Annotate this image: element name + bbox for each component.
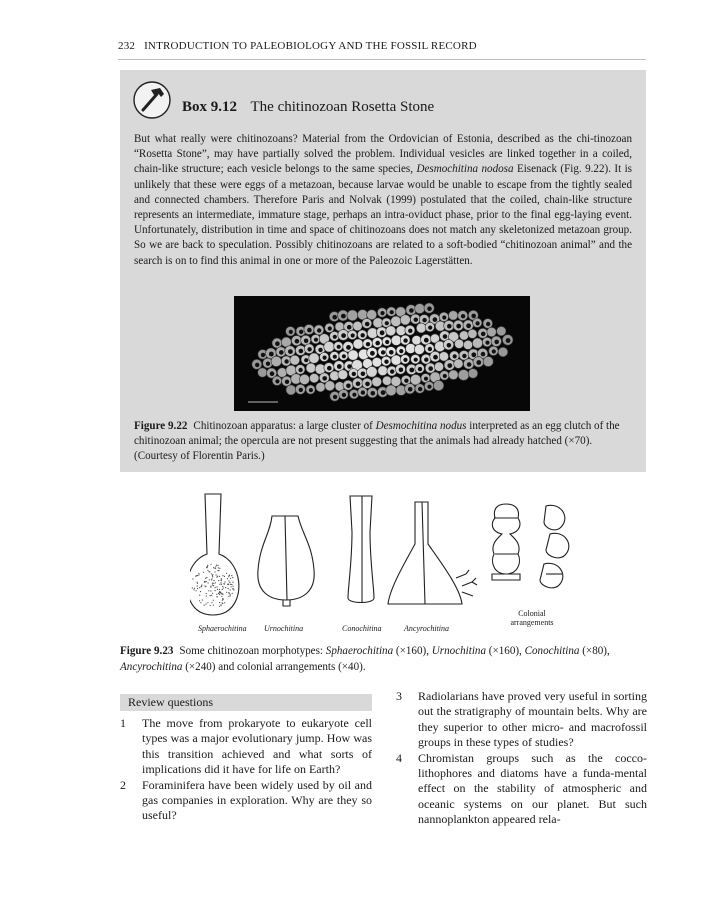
colonial-arrangements-drawing — [492, 504, 569, 588]
box-9-12 — [120, 70, 646, 472]
question-text: Foraminifera have been widely used by oil and gas companies in exploration. Why are they so useful? — [142, 777, 372, 823]
box-number: Box 9.12 — [182, 99, 238, 115]
hammer-icon — [132, 80, 172, 120]
label-ancyrochitina: Ancyrochitina — [404, 624, 450, 633]
question-number: 3 — [396, 689, 402, 703]
label-conochitina: Conochitina — [342, 624, 382, 633]
caption-taxon: Conochitina — [524, 645, 580, 657]
figure-label: Figure 9.22 — [134, 420, 188, 432]
caption-taxon: Urnochitina — [431, 645, 486, 657]
review-question — [120, 716, 372, 778]
question-number: 4 — [396, 750, 402, 765]
running-head — [118, 40, 646, 60]
review-question — [396, 751, 647, 828]
caption-species: Desmochitina nodus — [375, 420, 467, 432]
label-sphaerochitina: Sphaerochitina — [198, 624, 247, 633]
species-name: Desmochitina nodosa — [416, 163, 514, 176]
label-colonial — [502, 609, 562, 627]
caption-taxon: Ancyrochitina — [120, 661, 183, 673]
review-questions-left — [120, 716, 372, 824]
caption-part: (×80), — [579, 645, 610, 657]
review-questions-right — [396, 689, 647, 828]
conochitina-drawing — [348, 496, 374, 603]
caption-part: Chitinozoan apparatus: a large cluster of — [193, 420, 376, 432]
question-text: Radiolarians have proved very useful in sorting out the stratigraphy of mountain belts. Why are they superior to other micro- and macrofossil groups in these types of studies? — [418, 689, 647, 750]
label-colonial-line1: Colonial — [518, 609, 546, 618]
caption-part: Some chitinozoan morphotypes: — [179, 645, 326, 657]
box-text-part: Eisenack (Fig. 9.22). It is unlikely that these were eggs of a metazoan, because larvae would be unable to escape from the tightly sealed and connected chambers. Therefore Paris and Nolvak (1999) postulated that the coiled, chain-like structure represents an intermediate, immature stage, perhaps an intra-oviduct phase, prior to the final egg-laying event. Unfortunately, distribution in time and space of chitinozoans does not match any skeletonized metazoan group. So we are back to speculation. Possibly chitinozoans are related to a soft-bodied “chitinozoan animal” and the search is on to find this animal in one or more of the Paleozoic Lagerstätten. — [134, 163, 632, 267]
caption-part: (×240) and colonial arrangements (×40). — [182, 661, 366, 673]
box-text-part: But what really were chitinozoans? Material from the Ordovician of Estonia, described as the chi-tinozoan “Rosetta Stone”, may have partially solved the problem. Individual vesicles are linked together in a coiled, chain-like structure; each vesicle belongs to the same species, — [134, 133, 632, 176]
question-text: The move from prokaryote to eukaryote cell types was a major evolutionary jump. How was this transition achieved and what sorts of implications did it have for life on Earth? — [142, 716, 372, 777]
urnochitina-drawing — [258, 516, 314, 606]
box-title-text: The chitinozoan Rosetta Stone — [250, 99, 435, 115]
figure-label: Figure 9.23 — [120, 645, 174, 657]
micrograph-desmochitina-cluster — [234, 296, 530, 411]
review-question — [396, 689, 647, 751]
figure-9-22-caption — [134, 419, 632, 465]
box-header — [132, 80, 632, 120]
question-number: 1 — [120, 716, 126, 730]
running-head-title: INTRODUCTION TO PALEOBIOLOGY AND THE FOSSIL RECORD — [144, 40, 477, 52]
caption-part: (×160), — [486, 645, 525, 657]
review-questions-heading: Review questions — [120, 694, 372, 711]
caption-taxon: Sphaerochitina — [325, 645, 394, 657]
sphaerochitina-drawing — [190, 494, 239, 615]
figure-9-23-caption — [120, 643, 646, 675]
caption-part: (×160), — [393, 645, 432, 657]
ancyrochitina-drawing — [388, 502, 477, 604]
label-colonial-line2: arrangements — [510, 618, 554, 627]
review-question — [120, 778, 372, 824]
question-text: Chromistan groups such as the cocco-lithophores and diatoms have a funda-mental effect on the stability of atmospheric and oceanic systems on our planet. But such nannoplankton appeared rela- — [418, 750, 647, 827]
caption-part: interpreted as an egg clutch of the chitinozoan animal; the opercula are not present suggesting that the animals had already hatched (×70). (Courtesy of Florentin Paris.) — [134, 420, 620, 463]
label-urnochitina: Urnochitina — [264, 624, 304, 633]
page-number: 232 — [118, 40, 136, 52]
question-number: 2 — [120, 777, 126, 792]
box-title — [182, 99, 434, 116]
figure-9-23-drawing — [190, 482, 590, 640]
box-body-text — [134, 132, 632, 269]
